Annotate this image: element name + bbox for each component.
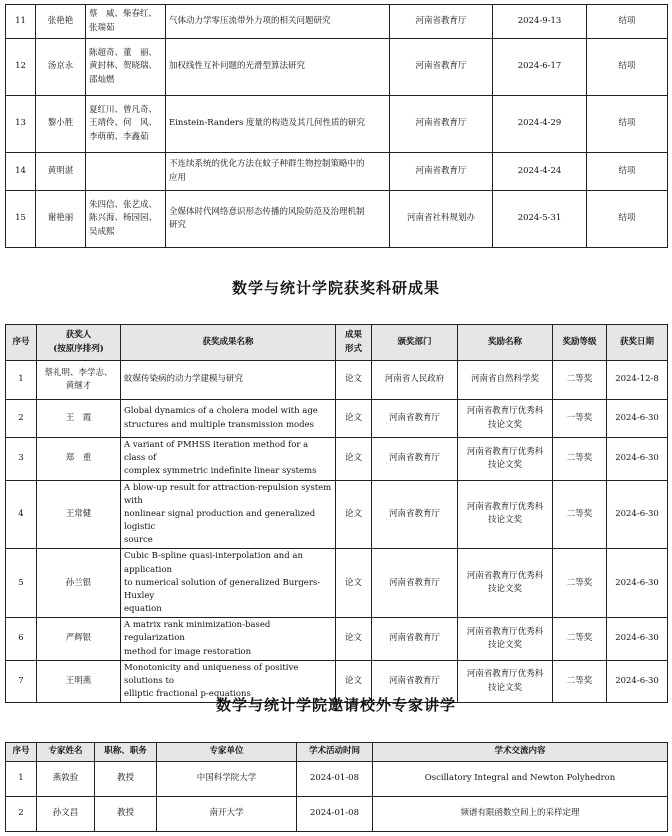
expert-no: 1	[6, 762, 37, 797]
header-content: 学术交流内容	[373, 743, 668, 762]
award-no: 4	[6, 480, 37, 549]
award-date: 2024-6-30	[607, 618, 668, 661]
project-members: 朱四信、张艺成、 陈兴海、杨园园、 吴成熙	[86, 191, 166, 248]
award-person: 蔡礼明、李学志、 黄继才	[37, 361, 121, 400]
project-status: 结项	[587, 191, 668, 248]
award-person: 郑 重	[37, 438, 121, 481]
project-dept: 河南省社科规划办	[390, 191, 493, 248]
award-form: 论文	[336, 361, 372, 400]
project-dept: 河南省教育厅	[390, 39, 493, 96]
award-form: 论文	[336, 660, 372, 703]
header-unit: 专家单位	[157, 743, 297, 762]
project-status: 结项	[587, 96, 668, 153]
award-dept: 河南省教育厅	[372, 438, 458, 481]
project-title: 加权线性互补问题的光滑型算法研究	[166, 39, 390, 96]
header-dept: 颁奖部门	[372, 325, 458, 361]
award-dept: 河南省人民政府	[372, 361, 458, 400]
table-row	[6, 797, 668, 832]
award-level: 二等奖	[553, 438, 607, 481]
expert-time: 2024-01-08	[297, 762, 373, 797]
project-title: 气体动力学零压流带外力项的相关问题研究	[166, 5, 390, 39]
header-no: 序号	[6, 325, 37, 361]
projects-table	[5, 4, 668, 248]
project-dept: 河南省教育厅	[390, 96, 493, 153]
award-date: 2024-6-30	[607, 660, 668, 703]
expert-name: 燕敦验	[37, 762, 95, 797]
table-row	[6, 618, 668, 661]
award-dept: 河南省教育厅	[372, 618, 458, 661]
award-person: 王 霞	[37, 400, 121, 438]
award-name: 蚊媒传染病的动力学建模与研究	[121, 361, 336, 400]
award-name: Monotonicity and uniqueness of positive solutions to elliptic fractional p-equations	[121, 660, 336, 703]
project-date: 2024-4-29	[493, 96, 587, 153]
project-date: 2024-9-13	[493, 5, 587, 39]
project-leader: 张艳艳	[36, 5, 86, 39]
project-status: 结项	[587, 39, 668, 96]
header-form: 成果 形式	[336, 325, 372, 361]
award-dept: 河南省教育厅	[372, 660, 458, 703]
project-status: 结项	[587, 153, 668, 191]
table-row	[6, 549, 668, 618]
awards-heading: 数学与统计学院获奖科研成果	[231, 279, 440, 297]
header-award: 奖励名称	[458, 325, 553, 361]
header-rank: 职称、职务	[95, 743, 157, 762]
project-leader: 黎小胜	[36, 96, 86, 153]
project-status: 结项	[587, 5, 668, 39]
project-leader: 黄明湛	[36, 153, 86, 191]
table-row	[6, 153, 668, 191]
project-leader: 谢艳丽	[36, 191, 86, 248]
award-person: 严辉银	[37, 618, 121, 661]
award-award: 河南省教育厅优秀科 技论文奖	[458, 438, 553, 481]
award-dept: 河南省教育厅	[372, 400, 458, 438]
award-date: 2024-6-30	[607, 480, 668, 549]
award-name: A matrix rank minimization-based regularization method for image restoration	[121, 618, 336, 661]
expert-rank: 教授	[95, 762, 157, 797]
table-row	[6, 5, 668, 39]
awards-table	[5, 324, 668, 703]
project-members: 夏红川、曾凡奇、 王靖伶、何 风、 李萌萌、李鑫茹	[86, 96, 166, 153]
award-level: 二等奖	[553, 361, 607, 400]
award-name: A blow-up result for attraction-repulsion system with nonlinear signal production and generalized logistic source	[121, 480, 336, 549]
header-person: 获奖人 (按原序排列)	[37, 325, 121, 361]
expert-no: 2	[6, 797, 37, 832]
experts-header-row	[6, 743, 668, 762]
expert-time: 2024-01-08	[297, 797, 373, 832]
project-date: 2024-5-31	[493, 191, 587, 248]
award-dept: 河南省教育厅	[372, 549, 458, 618]
award-award: 河南省教育厅优秀科 技论文奖	[458, 660, 553, 703]
award-level: 二等奖	[553, 660, 607, 703]
table-row	[6, 762, 668, 797]
project-date: 2024-4-24	[493, 153, 587, 191]
project-no: 11	[6, 5, 36, 39]
award-level: 一等奖	[553, 400, 607, 438]
award-person: 孙兰银	[37, 549, 121, 618]
header-time: 学术活动时间	[297, 743, 373, 762]
project-dept: 河南省教育厅	[390, 5, 493, 39]
project-title: 不连续系统的优化方法在蚊子种群生物控制策略中的 应用	[166, 153, 390, 191]
award-date: 2024-6-30	[607, 549, 668, 618]
award-no: 3	[6, 438, 37, 481]
award-person: 王明燕	[37, 660, 121, 703]
expert-rank: 教授	[95, 797, 157, 832]
award-no: 6	[6, 618, 37, 661]
award-name: A variant of PMHSS iteration method for a class of complex symmetric indefinite linear systems	[121, 438, 336, 481]
experts-heading: 数学与统计学院邀请校外专家讲学	[215, 696, 456, 714]
award-level: 二等奖	[553, 549, 607, 618]
award-award: 河南省教育厅优秀科 技论文奖	[458, 549, 553, 618]
table-row	[6, 39, 668, 96]
award-no: 2	[6, 400, 37, 438]
project-members	[86, 153, 166, 191]
header-level: 奖励等级	[553, 325, 607, 361]
award-award: 河南省教育厅优秀科 技论文奖	[458, 400, 553, 438]
award-date: 2024-12-8	[607, 361, 668, 400]
award-no: 1	[6, 361, 37, 400]
project-leader: 汤京永	[36, 39, 86, 96]
award-form: 论文	[336, 549, 372, 618]
expert-content: 频谱有限函数空间上的采样定理	[373, 797, 668, 832]
project-date: 2024-6-17	[493, 39, 587, 96]
award-no: 7	[6, 660, 37, 703]
award-dept: 河南省教育厅	[372, 480, 458, 549]
table-row	[6, 480, 668, 549]
award-form: 论文	[336, 618, 372, 661]
header-expert-name: 专家姓名	[37, 743, 95, 762]
awards-header-row	[6, 325, 668, 361]
award-form: 论文	[336, 400, 372, 438]
award-level: 二等奖	[553, 480, 607, 549]
award-name: Global dynamics of a cholera model with age structures and multiple transmission modes	[121, 400, 336, 438]
expert-unit: 中国科学院大学	[157, 762, 297, 797]
project-no: 15	[6, 191, 36, 248]
award-no: 5	[6, 549, 37, 618]
table-row	[6, 400, 668, 438]
award-award: 河南省自然科学奖	[458, 361, 553, 400]
award-form: 论文	[336, 438, 372, 481]
header-no: 序号	[6, 743, 37, 762]
project-no: 13	[6, 96, 36, 153]
project-title: 全媒体时代网络意识形态传播的风险防范及治理机制 研究	[166, 191, 390, 248]
table-row	[6, 191, 668, 248]
award-date: 2024-6-30	[607, 400, 668, 438]
award-name: Cubic B-spline quasi-interpolation and an application to numerical solution of generalized Burgers-Huxley equation	[121, 549, 336, 618]
expert-name: 孙文昌	[37, 797, 95, 832]
table-row	[6, 96, 668, 153]
award-award: 河南省教育厅优秀科 技论文奖	[458, 618, 553, 661]
table-row	[6, 438, 668, 481]
expert-content: Oscillatory Integral and Newton Polyhedron	[373, 762, 668, 797]
table-row	[6, 361, 668, 400]
header-name: 获奖成果名称	[121, 325, 336, 361]
project-title: Einstein-Randers 度量的构造及其几何性质的研究	[166, 96, 390, 153]
award-level: 二等奖	[553, 618, 607, 661]
award-person: 王常健	[37, 480, 121, 549]
header-date: 获奖日期	[607, 325, 668, 361]
project-members: 陈超奇、董 丽、 黄封林、贺晓瑞、 邵灿燃	[86, 39, 166, 96]
award-award: 河南省教育厅优秀科 技论文奖	[458, 480, 553, 549]
award-form: 论文	[336, 480, 372, 549]
project-dept: 河南省教育厅	[390, 153, 493, 191]
expert-unit: 南开大学	[157, 797, 297, 832]
award-date: 2024-6-30	[607, 438, 668, 481]
project-no: 14	[6, 153, 36, 191]
experts-table	[5, 742, 668, 832]
project-no: 12	[6, 39, 36, 96]
project-members: 蔡 威、柴春红、 张瑞茹	[86, 5, 166, 39]
